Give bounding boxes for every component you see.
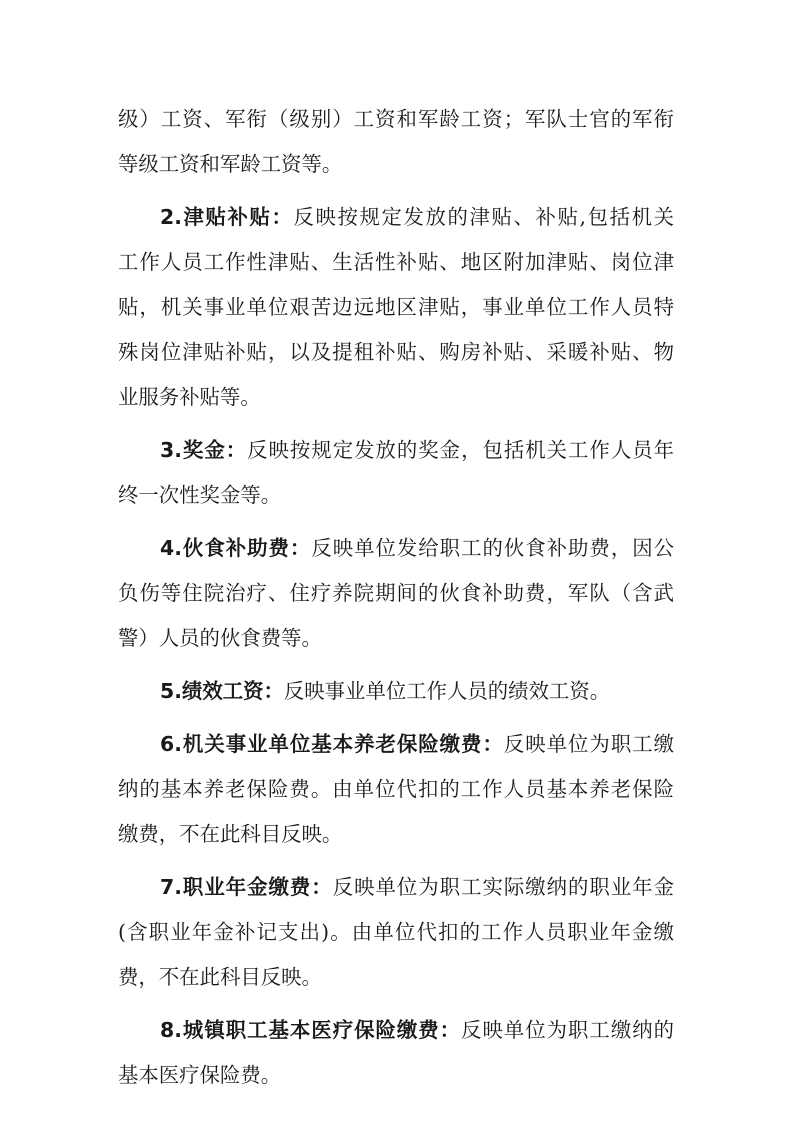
text-line: 业服务补贴等。: [118, 385, 261, 409]
paragraph-occupational-annuity: [118, 865, 674, 1000]
text-line: 工作人员工作性津贴、生活性补贴、地区附加津贴、岗位津: [118, 250, 674, 274]
item-heading: 3.奖金：: [160, 438, 248, 462]
paragraph-bonus: [118, 428, 674, 518]
item-heading: 2.津贴补贴：: [160, 205, 294, 229]
item-text: 反映单位发给职工的伙食补助费，因公: [311, 536, 674, 560]
text-line: [118, 195, 674, 240]
item-text: 反映单位为职工缴纳的: [461, 1018, 674, 1042]
paragraph-pension-insurance: [118, 722, 674, 857]
item-heading: 4.伙食补助费：: [160, 536, 312, 560]
item-text: 反映按规定发放的津贴、补贴,包括机关: [293, 205, 674, 229]
text-line: 级）工资、军衔（级别）工资和军龄工资；军队士官的军衔: [118, 107, 674, 131]
item-heading: 8.城镇职工基本医疗保险缴费：: [160, 1018, 462, 1042]
text-line: 基本医疗保险费。: [118, 1063, 282, 1087]
text-line: [118, 428, 674, 473]
text-line: 纳的基本养老保险费。由单位代扣的工作人员基本养老保险: [118, 777, 674, 801]
text-line: [118, 526, 674, 571]
paragraph-performance-pay: [118, 669, 674, 714]
text-line: 警）人员的伙食费等。: [118, 626, 322, 650]
text-line: (含职业年金补记支出)。由单位代扣的工作人员职业年金缴: [118, 920, 674, 944]
paragraph-salary-continued: [118, 97, 674, 187]
text-line: [118, 865, 674, 910]
paragraph-meal-subsidy: [118, 526, 674, 661]
item-text: 反映事业单位工作人员的绩效工资。: [283, 679, 611, 703]
paragraph-medical-insurance: [118, 1008, 674, 1098]
text-line: 费，不在此科目反映。: [118, 965, 322, 989]
item-heading: 5.绩效工资：: [160, 679, 284, 703]
item-text: 反映单位为职工实际缴纳的职业年金: [332, 875, 674, 899]
paragraph-allowances: [118, 195, 674, 420]
text-line: 终一次性奖金等。: [118, 483, 282, 507]
text-line: 负伤等住院治疗、住疗养院期间的伙食补助费，军队（含武: [118, 581, 674, 605]
item-text: 反映单位为职工缴: [503, 732, 674, 756]
text-line: 缴费，不在此科目反映。: [118, 822, 343, 846]
text-line: [118, 1008, 674, 1053]
text-line: 等级工资和军龄工资等。: [118, 152, 343, 176]
text-line: [118, 722, 674, 767]
document-page: [118, 97, 674, 1098]
item-heading: 6.机关事业单位基本养老保险缴费：: [160, 732, 504, 756]
text-line: [118, 669, 674, 714]
item-text: 反映按规定发放的奖金，包括机关工作人员年: [247, 438, 674, 462]
text-line: 贴，机关事业单位艰苦边远地区津贴，事业单位工作人员特: [118, 295, 674, 319]
text-line: 殊岗位津贴补贴，以及提租补贴、购房补贴、采暖补贴、物: [118, 340, 674, 364]
item-heading: 7.职业年金缴费：: [160, 875, 333, 899]
